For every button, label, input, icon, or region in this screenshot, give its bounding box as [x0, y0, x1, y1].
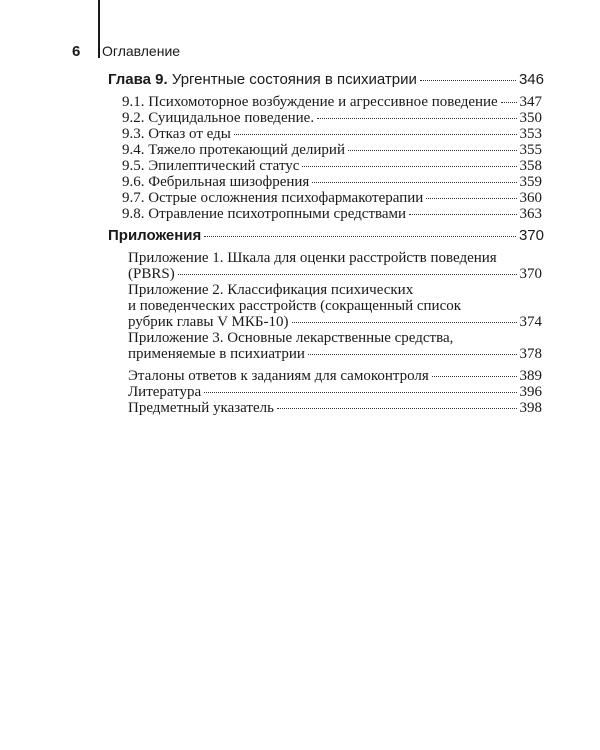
- toc-item-appendix-2[interactable]: [128, 314, 542, 330]
- toc-item-title: 9.5. Эпилептический статус: [122, 158, 300, 174]
- leader-dots: [234, 134, 517, 135]
- toc-item-title: Предметный указатель: [128, 400, 274, 416]
- leader-dots: [317, 118, 516, 119]
- toc-item-title: Эталоны ответов к заданиям для самоконтроля: [128, 368, 429, 384]
- toc-item-page: 353: [519, 126, 542, 142]
- toc-item-page: 358: [519, 158, 542, 174]
- toc-item-page: 389: [519, 368, 542, 384]
- chapter-page: 346: [518, 71, 544, 88]
- appendix-2-line-1[interactable]: Приложение 2. Классификация психических: [128, 282, 414, 298]
- leader-dots: [204, 236, 516, 237]
- header-title: Оглавление: [102, 43, 181, 59]
- leader-dots: [312, 182, 516, 183]
- toc-item-page: 360: [519, 190, 542, 206]
- appendix-2-line-2[interactable]: и поведенческих расстройств (сокращенный список: [128, 298, 462, 314]
- appendix-1-page: 370: [519, 266, 542, 282]
- toc-item-appendix-3[interactable]: [128, 346, 542, 362]
- toc-item-page: 347: [519, 94, 542, 110]
- appendices-label: Приложения: [108, 227, 202, 244]
- toc-item-appendix-1[interactable]: [128, 266, 542, 282]
- toc-item-page: 398: [519, 400, 542, 416]
- toc-item[interactable]: [122, 142, 542, 158]
- toc-item-page: 396: [519, 384, 542, 400]
- appendix-1-line-2: (PBRS): [128, 266, 175, 282]
- leader-dots: [426, 198, 516, 199]
- leader-dots: [501, 102, 517, 103]
- leader-dots: [178, 274, 517, 275]
- appendix-3-line-2: применяемые в психиатрии: [128, 346, 305, 362]
- toc-item[interactable]: [128, 368, 542, 384]
- leader-dots: [409, 214, 516, 215]
- toc-item-title: 9.3. Отказ от еды: [122, 126, 231, 142]
- leader-dots: [420, 80, 516, 81]
- toc-item[interactable]: [128, 384, 542, 400]
- leader-dots: [277, 408, 517, 409]
- toc-appendices[interactable]: [108, 228, 544, 244]
- appendix-2-line-3: рубрик главы V МКБ-10): [128, 314, 289, 330]
- toc-item-page: 355: [519, 142, 542, 158]
- leader-dots: [308, 354, 517, 355]
- toc-item-page: 363: [519, 206, 542, 222]
- toc-item[interactable]: [122, 158, 542, 174]
- toc-item-title: Литература: [128, 384, 202, 400]
- toc-item[interactable]: [122, 190, 542, 206]
- toc-item-page: 350: [519, 110, 542, 126]
- leader-dots: [292, 322, 517, 323]
- toc-item-title: 9.8. Отравление психотропными средствами: [122, 206, 407, 222]
- leader-dots: [302, 166, 516, 167]
- page-number: 6: [72, 42, 81, 60]
- chapter-label: Глава 9.: [108, 71, 168, 88]
- toc-item-title: 9.7. Острые осложнения психофармакотерапии: [122, 190, 424, 206]
- toc-item[interactable]: [122, 206, 542, 222]
- appendix-2-page: 374: [519, 314, 542, 330]
- toc-item-page: 359: [519, 174, 542, 190]
- chapter-title: Ургентные состояния в психиатрии: [171, 71, 417, 88]
- toc-item-title: 9.1. Психомоторное возбуждение и агрессивное поведение: [122, 94, 498, 110]
- appendices-page: 370: [518, 227, 544, 244]
- appendix-3-page: 378: [519, 346, 542, 362]
- toc-item[interactable]: [122, 174, 542, 190]
- leader-dots: [348, 150, 517, 151]
- toc-item[interactable]: [122, 126, 542, 142]
- toc-chapter-9[interactable]: [108, 72, 544, 88]
- toc-item[interactable]: [122, 94, 542, 110]
- leader-dots: [204, 392, 516, 393]
- toc-item[interactable]: [122, 110, 542, 126]
- leader-dots: [432, 376, 517, 377]
- toc-item-title: 9.6. Фебрильная шизофрения: [122, 174, 310, 190]
- appendix-1-line-1[interactable]: Приложение 1. Шкала для оценки расстройств поведения: [128, 250, 497, 266]
- appendix-3-line-1[interactable]: Приложение 3. Основные лекарственные средства,: [128, 330, 454, 346]
- toc-item-title: 9.2. Суицидальное поведение.: [122, 110, 315, 126]
- page-header: [72, 40, 180, 62]
- toc-item-title: 9.4. Тяжело протекающий делирий: [122, 142, 345, 158]
- toc-item[interactable]: [128, 400, 542, 416]
